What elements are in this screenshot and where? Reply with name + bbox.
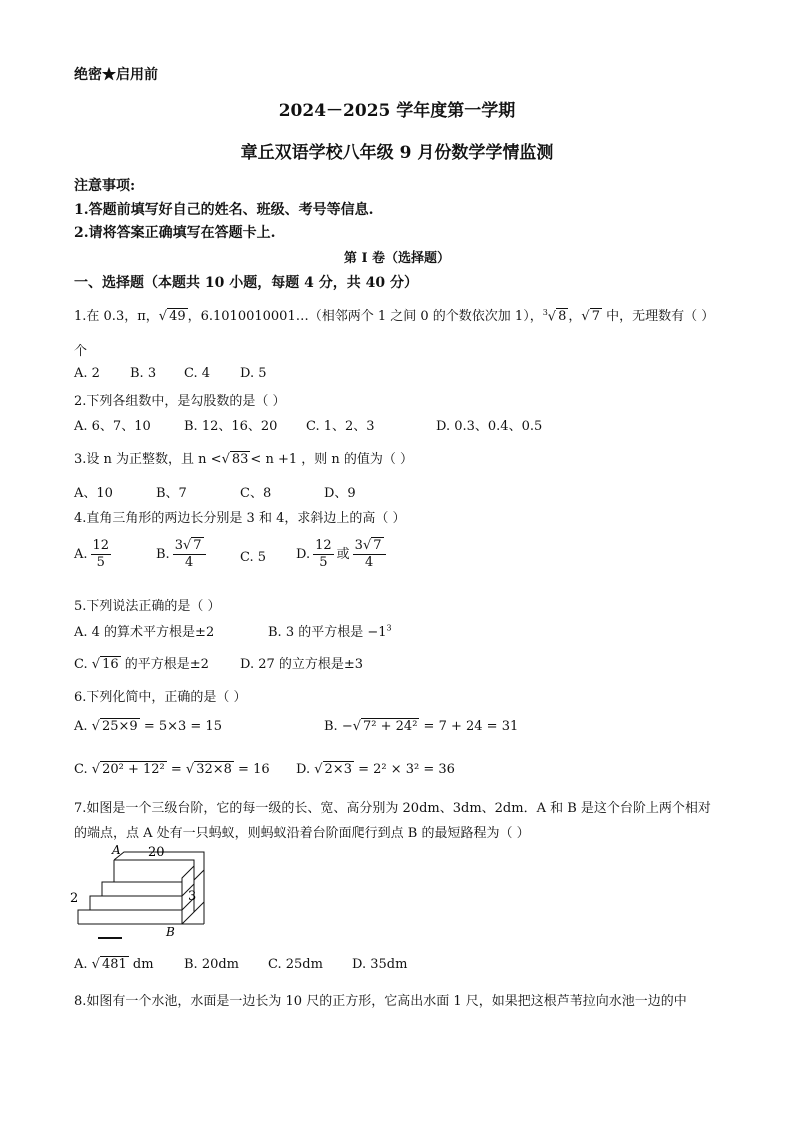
notes-item-1: 1.答题前填写好自己的姓名、班级、考号等信息.: [74, 202, 374, 218]
notes-heading: 注意事项:: [74, 178, 136, 194]
figure-label-3: 3: [188, 889, 197, 904]
q2-option-a[interactable]: A. 6、7、10: [74, 419, 151, 434]
q7-option-a[interactable]: A. √ 481 dm: [74, 957, 154, 972]
q4-option-a[interactable]: A. $\frac{12}{5}$: [74, 538, 110, 570]
figure-label-2: 2: [70, 891, 79, 906]
figure-label-20: 20: [148, 845, 165, 860]
q1-option-d[interactable]: D. 5: [240, 366, 267, 381]
question-5-stem: 5.下列说法正确的是（ ）: [74, 599, 221, 614]
q3-option-c[interactable]: C、8: [240, 486, 272, 501]
question-4-stem: 4.直角三角形的两边长分别是 3 和 4，求斜边上的高（ ）: [74, 511, 406, 526]
q5-option-a[interactable]: A. 4 的算术平方根是±2: [74, 625, 215, 640]
exam-title-term: 2024－2025 学年度第一学期: [278, 101, 516, 121]
q5-option-d[interactable]: D. 27 的立方根是±3: [240, 657, 364, 672]
q6-option-a[interactable]: A. √ 25×9 = 5×3 = 15: [74, 719, 222, 734]
secret-label: 绝密★启用前: [74, 67, 158, 83]
q2-option-c[interactable]: C. 1、2、3: [306, 419, 375, 434]
figure-label-b: B: [166, 925, 175, 939]
q3-option-d[interactable]: D、9: [324, 486, 356, 501]
q3-option-b[interactable]: B、7: [156, 486, 187, 501]
staircase-figure: [70, 842, 220, 942]
volume-title: 第 I 卷（选择题）: [343, 251, 451, 266]
q3-option-a[interactable]: A、10: [74, 486, 113, 501]
question-3-stem: 3.设 n 为正整数，且 n <√ 83 < n +1 ，则 n 的值为（ ）: [74, 452, 414, 467]
q4-option-c[interactable]: C. 5: [240, 550, 267, 565]
question-2-stem: 2.下列各组数中，是勾股数的是（ ）: [74, 394, 286, 409]
q1-option-c[interactable]: C. 4: [184, 366, 211, 381]
q7-option-c[interactable]: C. 25dm: [268, 957, 323, 972]
q5-option-c[interactable]: C. √ 16 的平方根是±2: [74, 657, 209, 672]
question-7-stem-line2: 的端点，点 A 处有一只蚂蚁，则蚂蚁沿着台阶面爬行到点 B 的最短路程为（ ）: [74, 826, 530, 841]
q5-option-b[interactable]: B. 3 的平方根是 $-1^3$: [268, 623, 392, 640]
q2-option-b[interactable]: B. 12、16、20: [184, 419, 278, 434]
q4-option-b[interactable]: B. $\frac{3√ 7}{4}$: [156, 538, 209, 571]
question-1-stem: 1.在 0.3，π，√ 49 ，6.1010010001…（相邻两个 1 之间 0 的个数依次加 1），$^3$√ 8 ，√ 7 中，无理数有（ ）: [74, 307, 715, 324]
question-6-stem: 6.下列化简中，正确的是（ ）: [74, 690, 247, 705]
q6-option-c[interactable]: C. √ 20² + 12² = √ 32×8 = 16: [74, 762, 270, 777]
q7-option-d[interactable]: D. 35dm: [352, 957, 408, 972]
q1-option-a[interactable]: A. 2: [74, 366, 100, 381]
q4-option-d[interactable]: D. $\frac{12}{5}$ 或 $\frac{3√ 7}{4}$: [296, 538, 389, 571]
question-1-stem-end: 个: [74, 344, 88, 359]
q7-option-b[interactable]: B. 20dm: [184, 957, 240, 972]
notes-item-2: 2.请将答案正确填写在答题卡上.: [74, 225, 276, 241]
question-8-stem: 8.如图有一个水池，水面是一边长为 10 尺的正方形，它高出水面 1 尺，如果把这根芦苇拉向水池一边的中: [74, 994, 687, 1009]
q6-option-d[interactable]: D. √ 2×3 = 2² × 3² = 36: [296, 762, 455, 777]
q2-option-d[interactable]: D. 0.3、0.4、0.5: [436, 419, 543, 434]
exam-title-name: 章丘双语学校八年级 9 月份数学学情监测: [240, 143, 554, 163]
part-title: 一、选择题（本题共 10 小题，每题 4 分，共 40 分）: [74, 275, 418, 291]
figure-label-a: A: [112, 843, 121, 857]
question-7-stem-line1: 7.如图是一个三级台阶，它的每一级的长、宽、高分别为 20dm、3dm、2dm．A 和 B 是这个台阶上两个相对: [74, 801, 711, 816]
q1-option-b[interactable]: B. 3: [130, 366, 157, 381]
q6-option-b[interactable]: B. −√ 7² + 24² = 7 + 24 = 31: [324, 719, 519, 734]
